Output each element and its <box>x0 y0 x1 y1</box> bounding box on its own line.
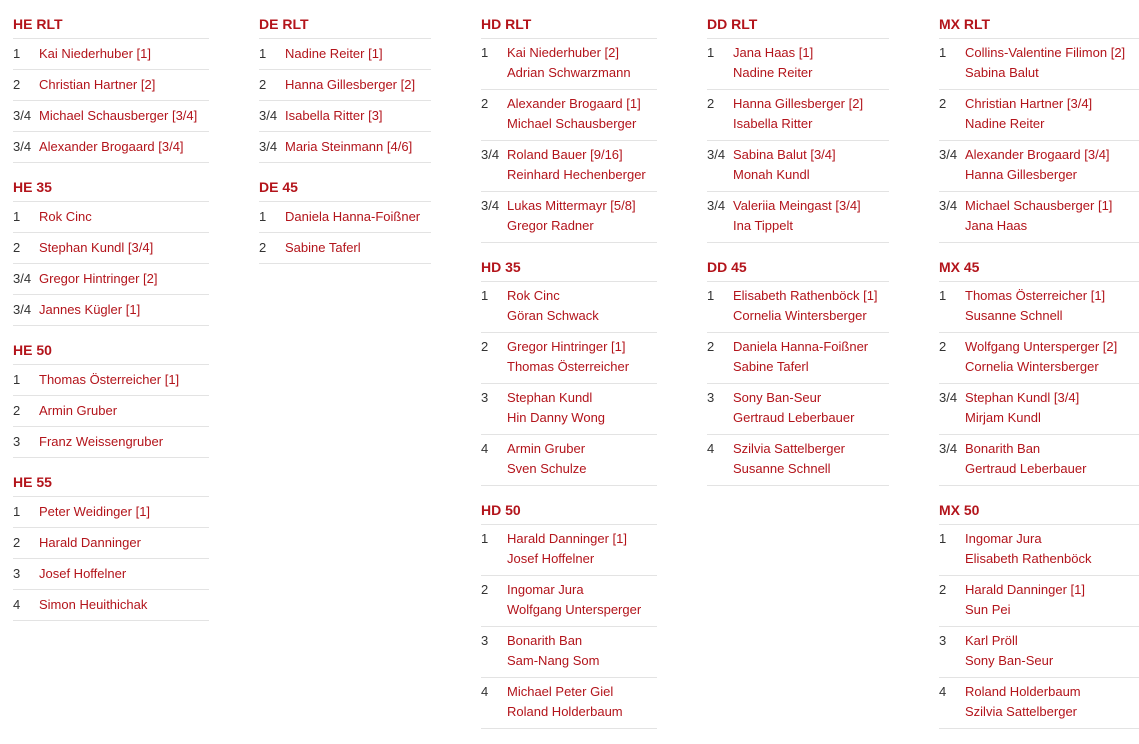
player-link[interactable]: Jannes Kügler [1] <box>39 302 141 317</box>
player-names <box>39 101 209 131</box>
player-names <box>733 282 889 332</box>
player-link[interactable]: Elisabeth Rathenböck <box>965 551 1092 566</box>
results-column-5 <box>939 0 1139 729</box>
player-link[interactable]: Stephan Kundl [3/4] <box>39 240 154 255</box>
player-link[interactable]: Hanna Gillesberger [2] <box>733 96 864 111</box>
result-row <box>13 69 209 100</box>
placement-label: 1 <box>707 45 715 60</box>
placement-label: 1 <box>13 504 21 519</box>
event-section <box>13 326 209 458</box>
results-column-1 <box>13 0 209 621</box>
placement-label: 3/4 <box>259 108 278 123</box>
result-row <box>481 524 657 575</box>
result-row <box>939 281 1139 332</box>
player-link[interactable]: Daniela Hanna-Foißner <box>285 209 421 224</box>
placement-label: 1 <box>481 531 489 546</box>
placement-label: 2 <box>259 240 267 255</box>
player-link[interactable]: Roland Bauer [9/16] <box>507 147 623 162</box>
player-link[interactable]: Thomas Österreicher [1] <box>965 288 1106 303</box>
result-row <box>13 395 209 426</box>
player-link[interactable]: Sabina Balut [3/4] <box>733 147 836 162</box>
result-list <box>13 201 209 326</box>
placement-label: 2 <box>939 582 947 597</box>
player-names <box>39 427 209 457</box>
player-link[interactable]: Rok Cinc <box>507 288 560 303</box>
placement-label: 2 <box>13 77 21 92</box>
player-link[interactable]: Adrian Schwarzmann <box>507 65 631 80</box>
result-row <box>259 131 431 163</box>
event-section <box>13 163 209 326</box>
player-link[interactable]: Ina Tippelt <box>733 218 793 233</box>
player-link[interactable]: Michael Schausberger <box>507 116 637 131</box>
player-link[interactable]: Nadine Reiter <box>965 116 1045 131</box>
player-link[interactable]: Peter Weidinger [1] <box>39 504 151 519</box>
player-names <box>507 525 657 575</box>
placement-label: 3/4 <box>939 147 958 162</box>
player-link[interactable]: Michael Schausberger [3/4] <box>39 108 198 123</box>
player-link[interactable]: Collins-Valentine Filimon [2] <box>965 45 1126 60</box>
player-link[interactable]: Jana Haas [1] <box>733 45 814 60</box>
player-link[interactable]: Gertraud Leberbauer <box>733 410 855 425</box>
result-row <box>481 140 657 191</box>
player-link[interactable]: Monah Kundl <box>733 167 810 182</box>
placement-label: 1 <box>13 46 21 61</box>
event-title: HD 35 <box>481 259 521 275</box>
player-names <box>39 202 209 232</box>
player-names <box>507 192 657 242</box>
player-names <box>39 559 209 589</box>
player-link[interactable]: Gregor Hintringer [2] <box>39 271 158 286</box>
result-row <box>707 38 889 89</box>
player-link[interactable]: Cornelia Wintersberger <box>733 308 867 323</box>
result-row <box>707 383 889 434</box>
player-link[interactable]: Nadine Reiter [1] <box>285 46 383 61</box>
player-link[interactable]: Elisabeth Rathenböck [1] <box>733 288 878 303</box>
player-link[interactable]: Harald Danninger [1] <box>965 582 1085 597</box>
player-names <box>965 282 1139 332</box>
player-link[interactable]: Stephan Kundl [3/4] <box>965 390 1080 405</box>
player-link[interactable]: Sabina Balut <box>965 65 1039 80</box>
player-link[interactable]: Alexander Brogaard [3/4] <box>39 139 184 154</box>
placement-label: 3/4 <box>707 198 726 213</box>
placement-label: 3/4 <box>481 198 500 213</box>
player-link[interactable]: Hanna Gillesberger <box>965 167 1078 182</box>
placement-label: 4 <box>707 441 715 456</box>
player-link[interactable]: Ingomar Jura <box>507 582 584 597</box>
placement-label: 2 <box>481 339 489 354</box>
event-section <box>13 0 209 163</box>
event-section <box>707 243 889 486</box>
player-link[interactable]: Daniela Hanna-Foißner <box>733 339 869 354</box>
result-row <box>939 191 1139 243</box>
result-row <box>707 89 889 140</box>
placement-label: 4 <box>481 684 489 699</box>
player-names <box>733 333 889 383</box>
placement-label: 1 <box>481 288 489 303</box>
player-link[interactable]: Christian Hartner [2] <box>39 77 156 92</box>
placement-label: 3 <box>481 390 489 405</box>
placement-label: 4 <box>481 441 489 456</box>
placement-label: 1 <box>939 288 947 303</box>
event-title: MX 45 <box>939 259 980 275</box>
result-list <box>13 496 209 621</box>
result-row <box>481 332 657 383</box>
placement-label: 3/4 <box>259 139 278 154</box>
player-link[interactable]: Alexander Brogaard [1] <box>507 96 641 111</box>
player-names <box>507 627 657 677</box>
event-section <box>939 243 1139 486</box>
player-link[interactable]: Alexander Brogaard [3/4] <box>965 147 1110 162</box>
result-row <box>13 100 209 131</box>
placement-label: 3/4 <box>13 271 32 286</box>
result-row <box>259 100 431 131</box>
player-link[interactable]: Reinhard Hechenberger <box>507 167 646 182</box>
player-names <box>39 528 209 558</box>
player-link[interactable]: Szilvia Sattelberger <box>965 704 1077 719</box>
result-row <box>481 626 657 677</box>
player-names <box>507 435 657 485</box>
result-row <box>707 434 889 486</box>
result-list <box>939 281 1139 486</box>
player-names <box>39 396 209 426</box>
result-row <box>707 281 889 332</box>
player-names <box>733 435 889 485</box>
player-names <box>39 264 209 294</box>
result-row <box>13 201 209 232</box>
result-row <box>939 524 1139 575</box>
player-names <box>39 233 209 263</box>
result-row <box>939 140 1139 191</box>
result-row <box>481 89 657 140</box>
event-title: MX RLT <box>939 16 991 32</box>
result-row <box>259 201 431 232</box>
event-title: HD 50 <box>481 502 521 518</box>
result-row <box>939 38 1139 89</box>
player-names <box>507 39 657 89</box>
player-names <box>965 384 1139 434</box>
player-names <box>39 132 209 162</box>
result-row <box>13 589 209 621</box>
event-title: HE 50 <box>13 342 52 358</box>
player-link[interactable]: Susanne Schnell <box>965 308 1063 323</box>
event-section <box>259 0 431 163</box>
player-names <box>733 141 889 191</box>
result-row <box>707 332 889 383</box>
placement-label: 3 <box>939 633 947 648</box>
player-link[interactable]: Wolfgang Untersperger <box>507 602 642 617</box>
event-section <box>939 486 1139 729</box>
player-names <box>965 678 1139 728</box>
result-list <box>707 38 889 243</box>
player-names <box>39 39 209 69</box>
player-names <box>507 576 657 626</box>
player-link[interactable]: Armin Gruber <box>507 441 586 456</box>
event-title: HD RLT <box>481 16 532 32</box>
player-names <box>965 525 1139 575</box>
player-link[interactable]: Jana Haas <box>965 218 1028 233</box>
result-list <box>259 38 431 163</box>
event-section <box>481 0 657 243</box>
player-link[interactable]: Wolfgang Untersperger [2] <box>965 339 1118 354</box>
event-title: DE 45 <box>259 179 298 195</box>
player-names <box>965 333 1139 383</box>
player-names <box>965 90 1139 140</box>
player-names <box>965 192 1139 242</box>
player-link[interactable]: Nadine Reiter <box>733 65 813 80</box>
result-row <box>939 677 1139 729</box>
result-list <box>939 38 1139 243</box>
player-link[interactable]: Harald Danninger [1] <box>507 531 627 546</box>
player-names <box>965 39 1139 89</box>
placement-label: 2 <box>13 403 21 418</box>
result-row <box>939 383 1139 434</box>
result-row <box>939 89 1139 140</box>
event-title: HE RLT <box>13 16 63 32</box>
player-link[interactable]: Ingomar Jura <box>965 531 1042 546</box>
player-link[interactable]: Sam-Nang Som <box>507 653 600 668</box>
player-names <box>733 192 889 242</box>
placement-label: 3 <box>13 434 21 449</box>
player-names <box>285 132 431 162</box>
player-link[interactable]: Roland Holderbaum <box>965 684 1081 699</box>
player-link[interactable]: Valeriia Meingast [3/4] <box>733 198 861 213</box>
player-link[interactable]: Christian Hartner [3/4] <box>965 96 1093 111</box>
player-names <box>507 678 657 728</box>
placement-label: 3 <box>481 633 489 648</box>
placement-label: 1 <box>707 288 715 303</box>
event-title: DE RLT <box>259 16 309 32</box>
player-names <box>507 90 657 140</box>
result-row <box>707 140 889 191</box>
placement-label: 4 <box>13 597 21 612</box>
player-names <box>965 435 1139 485</box>
result-row <box>481 677 657 729</box>
player-link[interactable]: Cornelia Wintersberger <box>965 359 1099 374</box>
event-section <box>481 243 657 486</box>
player-link[interactable]: Susanne Schnell <box>733 461 831 476</box>
results-column-4 <box>707 0 889 486</box>
event-title: DD 45 <box>707 259 747 275</box>
player-names <box>965 576 1139 626</box>
result-list <box>13 364 209 458</box>
player-link[interactable]: Michael Peter Giel <box>507 684 614 699</box>
result-row <box>259 232 431 264</box>
player-link[interactable]: Isabella Ritter [3] <box>285 108 383 123</box>
result-row <box>939 434 1139 486</box>
player-link[interactable]: Roland Holderbaum <box>507 704 623 719</box>
player-names <box>507 141 657 191</box>
result-row <box>939 575 1139 626</box>
result-list <box>707 281 889 486</box>
placement-label: 1 <box>939 531 947 546</box>
player-link[interactable]: Maria Steinmann [4/6] <box>285 139 413 154</box>
result-row <box>481 38 657 89</box>
player-link[interactable]: Stephan Kundl <box>507 390 593 405</box>
player-link[interactable]: Gregor Radner <box>507 218 594 233</box>
player-link[interactable]: Kai Niederhuber [2] <box>507 45 620 60</box>
player-link[interactable]: Harald Danninger <box>39 535 141 550</box>
player-link[interactable]: Isabella Ritter <box>733 116 813 131</box>
results-column-3 <box>481 0 657 729</box>
player-link[interactable]: Gertraud Leberbauer <box>965 461 1087 476</box>
placement-label: 3/4 <box>481 147 500 162</box>
player-names <box>733 39 889 89</box>
placement-label: 2 <box>481 582 489 597</box>
result-row <box>13 558 209 589</box>
placement-label: 2 <box>707 96 715 111</box>
result-row <box>939 626 1139 677</box>
event-title: HE 35 <box>13 179 52 195</box>
event-section <box>13 458 209 621</box>
result-list <box>481 524 657 729</box>
result-row <box>481 434 657 486</box>
player-names <box>285 202 431 232</box>
player-names <box>285 70 431 100</box>
placement-label: 3/4 <box>939 198 958 213</box>
player-link[interactable]: Sony Ban-Seur <box>965 653 1054 668</box>
result-row <box>13 38 209 69</box>
player-link[interactable]: Thomas Österreicher [1] <box>39 372 180 387</box>
player-link[interactable]: Simon Heuithichak <box>39 597 148 612</box>
player-link[interactable]: Franz Weissengruber <box>39 434 164 449</box>
placement-label: 3/4 <box>13 139 32 154</box>
placement-label: 3/4 <box>13 108 32 123</box>
event-title: HE 55 <box>13 474 52 490</box>
player-names <box>39 365 209 395</box>
event-section <box>707 0 889 243</box>
player-link[interactable]: Mirjam Kundl <box>965 410 1041 425</box>
placement-label: 2 <box>259 77 267 92</box>
player-names <box>733 90 889 140</box>
player-link[interactable]: Lukas Mittermayr [5/8] <box>507 198 636 213</box>
placement-label: 3/4 <box>939 390 958 405</box>
player-link[interactable]: Michael Schausberger [1] <box>965 198 1113 213</box>
placement-label: 2 <box>13 535 21 550</box>
result-row <box>259 69 431 100</box>
placement-label: 1 <box>939 45 947 60</box>
result-list <box>13 38 209 163</box>
placement-label: 1 <box>481 45 489 60</box>
result-row <box>13 131 209 163</box>
result-row <box>13 527 209 558</box>
player-link[interactable]: Sabine Taferl <box>733 359 809 374</box>
placement-label: 2 <box>707 339 715 354</box>
player-link[interactable]: Sven Schulze <box>507 461 587 476</box>
player-names <box>285 39 431 69</box>
result-list <box>481 38 657 243</box>
player-link[interactable]: Rok Cinc <box>39 209 92 224</box>
player-names <box>507 333 657 383</box>
result-row <box>707 191 889 243</box>
result-row <box>13 496 209 527</box>
player-link[interactable]: Thomas Österreicher <box>507 359 630 374</box>
placement-label: 3 <box>13 566 21 581</box>
player-link[interactable]: Bonarith Ban <box>507 633 583 648</box>
result-row <box>13 232 209 263</box>
player-names <box>39 70 209 100</box>
result-row <box>13 426 209 458</box>
player-names <box>39 497 209 527</box>
event-section <box>259 163 431 264</box>
placement-label: 3/4 <box>707 147 726 162</box>
event-section <box>939 0 1139 243</box>
results-column-2 <box>259 0 431 264</box>
placement-label: 1 <box>259 209 267 224</box>
player-names <box>285 101 431 131</box>
result-row <box>13 263 209 294</box>
result-list <box>481 281 657 486</box>
player-names <box>39 295 209 325</box>
player-link[interactable]: Karl Pröll <box>965 633 1018 648</box>
player-link[interactable]: Göran Schwack <box>507 308 599 323</box>
result-list <box>939 524 1139 729</box>
placement-label: 1 <box>13 209 21 224</box>
player-link[interactable]: Kai Niederhuber [1] <box>39 46 152 61</box>
player-link[interactable]: Josef Hoffelner <box>507 551 595 566</box>
player-names <box>285 233 431 263</box>
placement-label: 1 <box>259 46 267 61</box>
placement-label: 3/4 <box>939 441 958 456</box>
event-title: DD RLT <box>707 16 758 32</box>
event-title: MX 50 <box>939 502 980 518</box>
player-link[interactable]: Josef Hoffelner <box>39 566 127 581</box>
player-link[interactable]: Armin Gruber <box>39 403 118 418</box>
placement-label: 3 <box>707 390 715 405</box>
result-row <box>13 294 209 326</box>
result-row <box>13 364 209 395</box>
result-row <box>481 281 657 332</box>
result-row <box>481 191 657 243</box>
result-row <box>939 332 1139 383</box>
placement-label: 4 <box>939 684 947 699</box>
placement-label: 2 <box>939 339 947 354</box>
result-row <box>481 575 657 626</box>
player-names <box>507 384 657 434</box>
player-link[interactable]: Sabine Taferl <box>285 240 361 255</box>
result-row <box>481 383 657 434</box>
player-link[interactable]: Sony Ban-Seur <box>733 390 822 405</box>
player-link[interactable]: Bonarith Ban <box>965 441 1041 456</box>
event-section <box>481 486 657 729</box>
player-link[interactable]: Hanna Gillesberger [2] <box>285 77 416 92</box>
placement-label: 3/4 <box>13 302 32 317</box>
player-link[interactable]: Sun Pei <box>965 602 1011 617</box>
player-names <box>733 384 889 434</box>
placement-label: 2 <box>481 96 489 111</box>
result-list <box>259 201 431 264</box>
player-link[interactable]: Gregor Hintringer [1] <box>507 339 626 354</box>
placement-label: 1 <box>13 372 21 387</box>
player-link[interactable]: Szilvia Sattelberger <box>733 441 845 456</box>
result-row <box>259 38 431 69</box>
placement-label: 2 <box>939 96 947 111</box>
placement-label: 2 <box>13 240 21 255</box>
player-link[interactable]: Hin Danny Wong <box>507 410 606 425</box>
player-names <box>39 590 209 620</box>
player-names <box>507 282 657 332</box>
player-names <box>965 627 1139 677</box>
player-names <box>965 141 1139 191</box>
